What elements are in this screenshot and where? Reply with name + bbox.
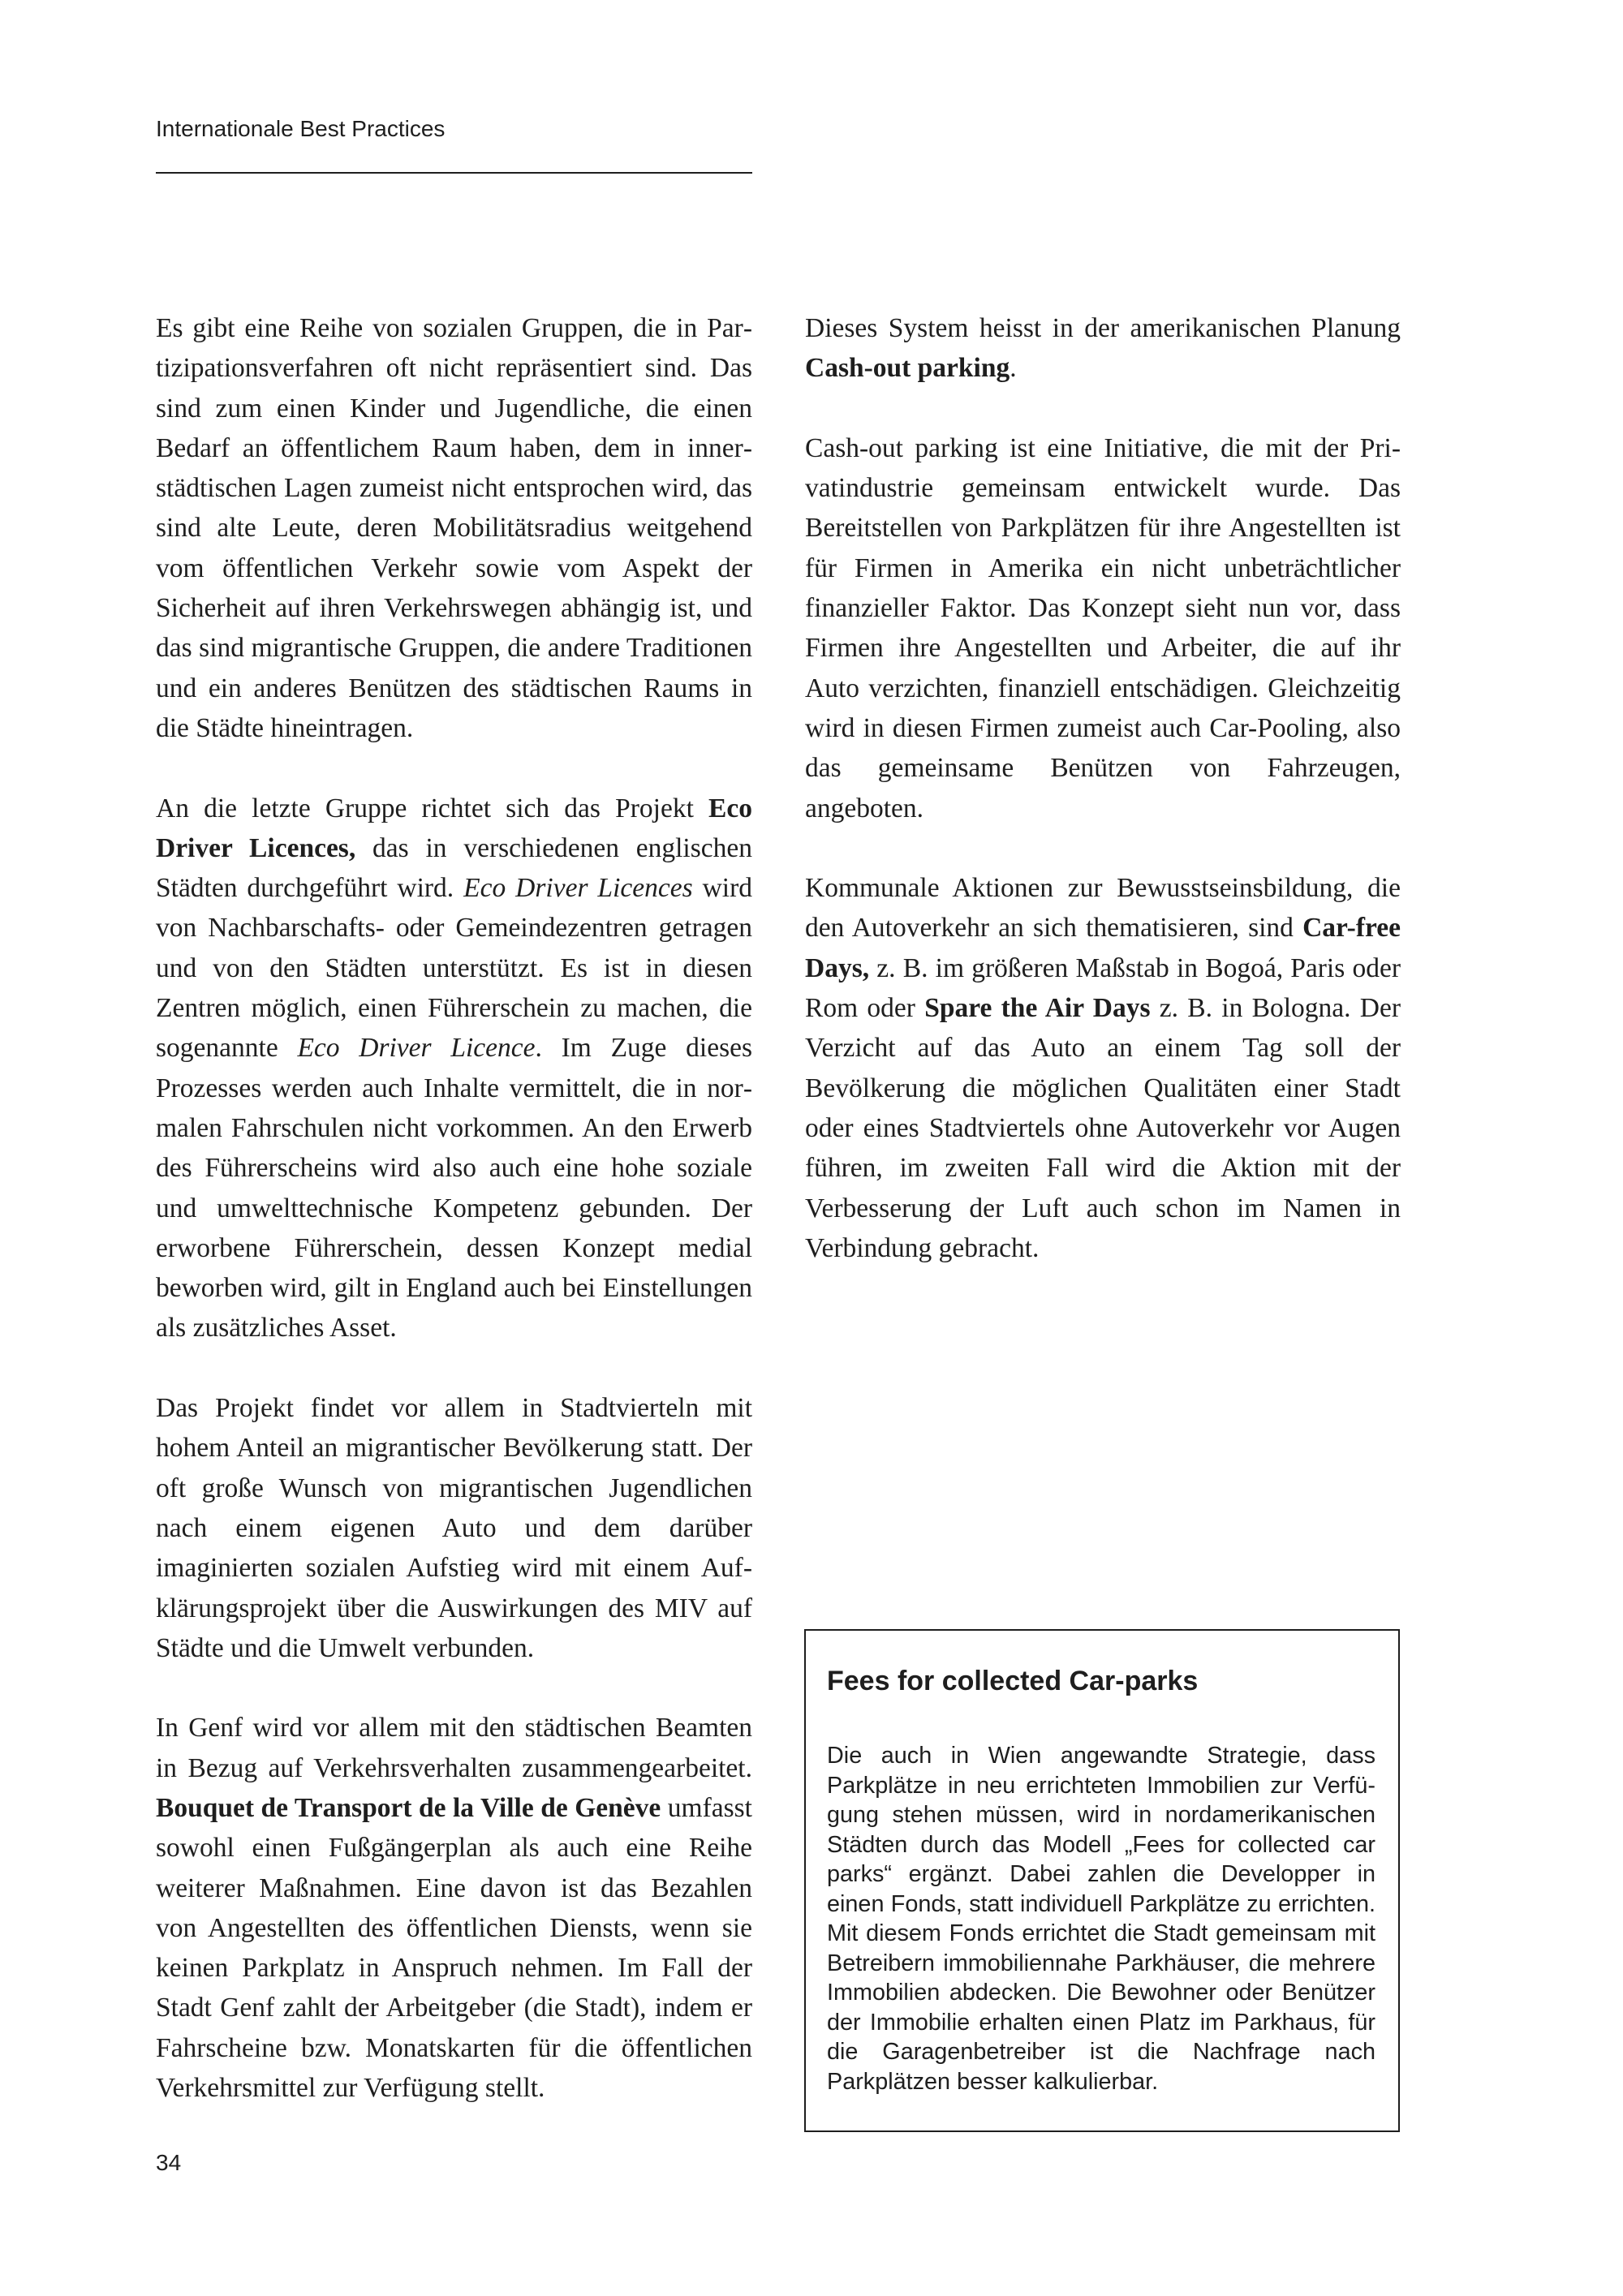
info-box-body: Die auch in Wien angewandte Strategie, dass Parkplätze in neu errichteten Immobilien zur Verfügung stehen müssen, wird in nordamerikanischen Städten durch das Modell „Fees for collected car parks“ ergänzt. Dabei zahlen die Developper in einen Fonds, statt individuell Parkplätze zu errichten. Mit diesem Fonds errichtet die Stadt gemeinsam mit Betreibern immobiliennahe Parkhäuser, die mehrere Immobilien abdecken. Die Bewohner oder Benützer der Immobilie erhalten einen Platz im Parkhaus, für die Garagenbetreiber ist die Nachfrage nach Parkplätzen besser kalkulierbar. (827, 1743, 1375, 2095)
info-box-fees-for-car-parks (804, 1629, 1400, 2132)
running-head: Internationale Best Practices (156, 116, 446, 141)
paragraph-cash-out-parking: Cash-out parking ist eine Initiative, die mit der Privatindustrie gemeinsam entwickelt wurde. Das Bereitstellen von Parkplätzen für ihre Angestellten ist für Firmen in Amerika ein nicht unbeträchtlicher finanzieller Faktor. Das Konzept sieht nun vor, dass Firmen ihre Angestellten und Arbeiter, die auf ihr Auto verzichten, finanziell entschädigen. Gleichzeitig wird in diesen Firmen zumeist auch Car-Pooling, also das gemeinsame Benützen von Fahrzeugen, angeboten. (805, 432, 1401, 823)
paragraph-eco-driver-licences: An die letzte Gruppe richtet sich das Projekt Eco Driver Licences, das in verschiedenen englischen Städten durchgeführt wird. Eco Driver Licences wird von Nachbarschafts- oder Gemeindezentren getragen und von den Städten unterstützt. Es ist in diesen Zentren möglich, einen Führerschein zu machen, die sogenannte Eco Driver Licence. Im Zuge dieses Prozesses werden auch Inhalte vermittelt, die in normalen Fahrschulen nicht vorkommen. An den Erwerb des Führerscheins wird also auch eine hohe soziale und umwelttechnische Kompetenz gebunden. Der erworbene Führerschein, dessen Konzept medial beworben wird, gilt in England auch bei Einstellungen als zusätzliches Asset. (156, 793, 753, 1344)
term-cash-out-parking: Cash-out parking (805, 353, 1010, 384)
paragraph-car-free-days: Kommunale Aktionen zur Bewusstseinsbildung, die den Autoverkehr an sich thematisieren, sind Car-free Days, z. B. im größeren Maßstab in Bogoá, Paris oder Rom oder Spare the Air Days z. B. in Bologna. Der Verzicht auf das Auto an einem Tag soll der Bevölkerung die möglichen Qualitäten einer Stadt oder eines Stadtviertels ohne Autoverkehr vor Augen führen, im zweiten Fall wird die Aktion mit der Verbesserung der Luft auch schon im Namen in Verbindung gebracht. (805, 873, 1401, 1263)
paragraph-cash-out-intro: Dieses System heisst in der amerikanischen Planung Cash-out parking. (805, 313, 1401, 384)
paragraph-geneva: In Genf wird vor allem mit den städtischen Beamten in Bezug auf Verkehrsverhalten zusammengearbeitet. Bouquet de Transport de la Ville de Genève umfasst sowohl einen Fußgängerplan als auch eine Reihe weiterer Maßnahmen. Eine davon ist das Bezahlen von Angestellten des öffentlichen Diensts, wenn sie keinen Parkplatz in Anspruch nehmen. Im Fall der Stadt Genf zahlt der Arbeitgeber (die Stadt), indem er Fahrscheine bzw. Monatskarten für die öffentlichen Verkehrsmittel zur Verfügung stellt. (156, 1713, 752, 2104)
left-column (156, 308, 752, 2148)
info-box-title: Fees for collected Car-parks (827, 1666, 1199, 1696)
term-car-free-days: Car-free Days, (805, 913, 1401, 983)
paragraph-social-groups: Es gibt eine Reihe von sozialen Gruppen, die in Partizipationsverfahren oft nicht repräsentiert sind. Das sind zum einen Kinder und Jugendliche, die einen Bedarf an öffentlichem Raum haben, dem in innerstädtischen Lagen zumeist nicht entsprochen wird, das sind alte Leute, deren Mobilitätsradius weitgehend vom öffentlichen Verkehr sowie vom Aspekt der Sicherheit auf ihren Verkehrswegen abhängig ist, und das sind migrantische Gruppen, die andere Traditionen und ein anderes Benützen des städtischen Raums in die Städte hineintragen. (156, 313, 752, 743)
term-bouquet-de-transport: Bouquet de Transport de la Ville de Genève (156, 1792, 661, 1823)
term-spare-the-air-days: Spare the Air Days (924, 993, 1151, 1024)
term-eco-driver-licences: Eco Driver Licences, (156, 793, 752, 863)
paragraph-migrant-districts: Das Projekt findet vor allem in Stadtvierteln mit hohem Anteil an migrantischer Bevölkerung statt. Der oft große Wunsch von migrantischen Jugendlichen nach einem eigenen Auto und dem darüber imaginierten sozialen Aufstieg wird mit einem Aufklärungsprojekt über die Auswirkungen des MIV auf Städte und die Umwelt verbunden. (156, 1393, 752, 1663)
header-rule (156, 172, 752, 174)
right-column (805, 308, 1401, 1308)
page-number: 34 (156, 2150, 182, 2175)
